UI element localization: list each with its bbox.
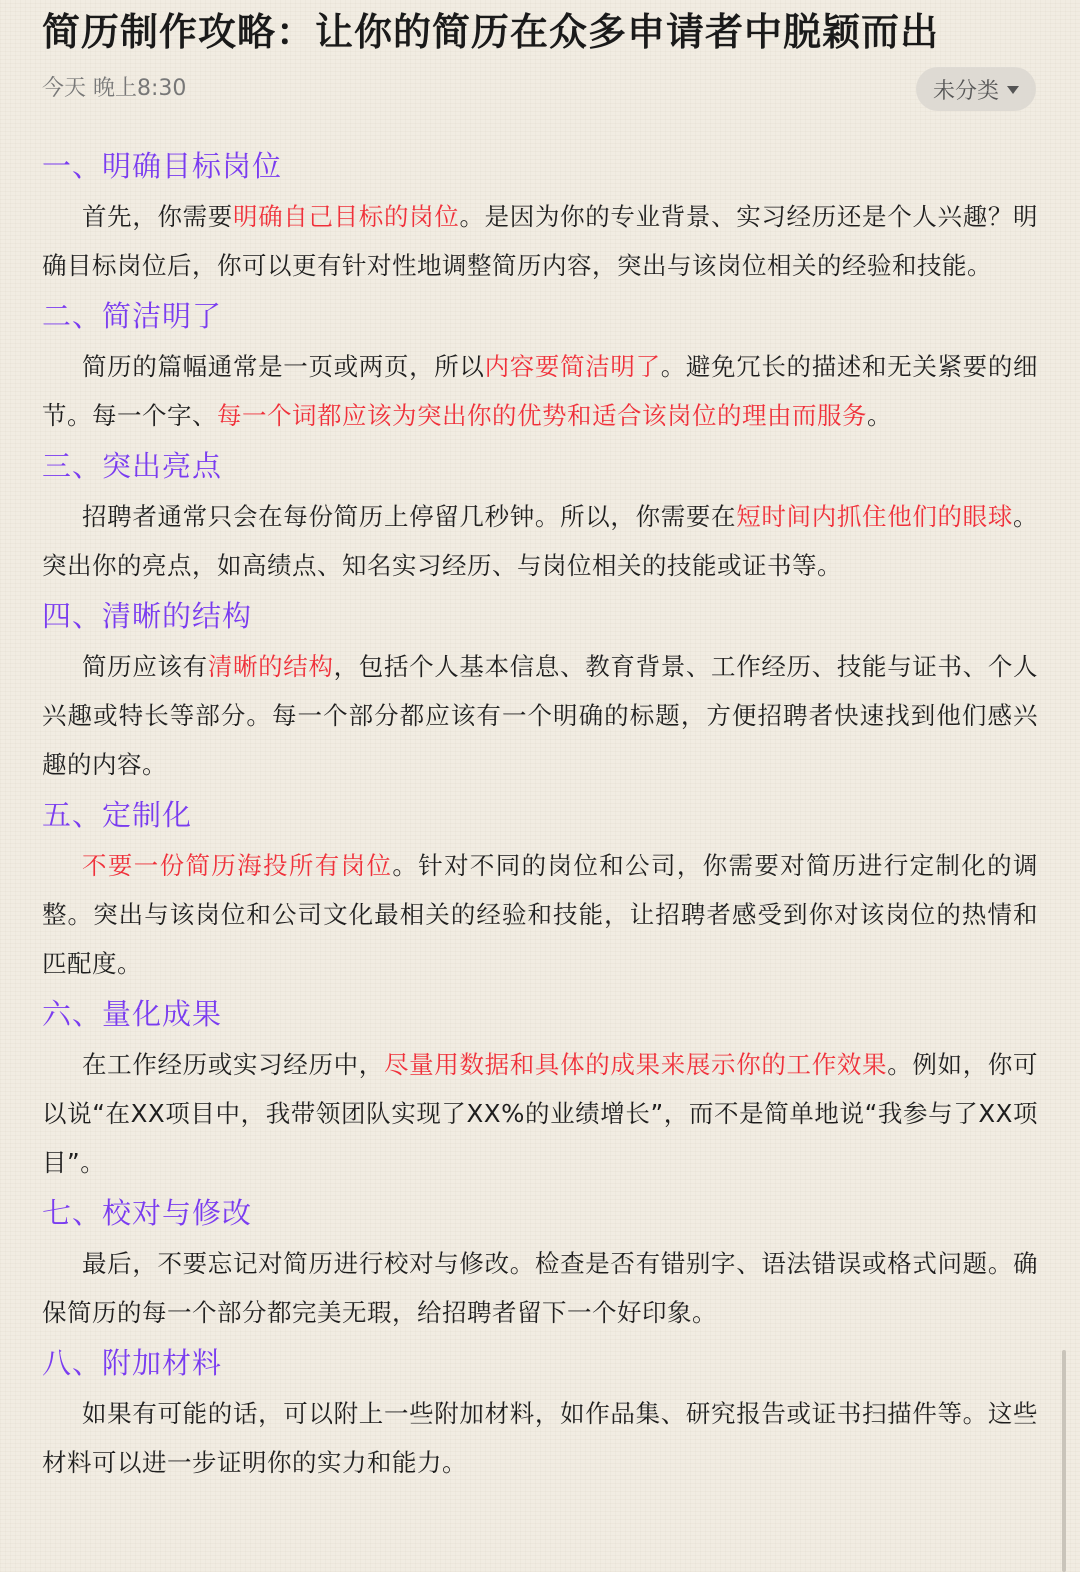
note-body[interactable] — [42, 140, 1038, 1487]
note-title[interactable]: 简历制作攻略：让你的简历在众多申请者中脱颖而出 — [42, 10, 940, 54]
section-paragraph: 在工作经历或实习经历中，尽量用数据和具体的成果来展示你的工作效果。例如，你可以说“在XX项目中，我带领团队实现了XX%的业绩增长”，而不是简单地说“我参与了XX项目”。 — [42, 1050, 1039, 1177]
section-heading: 八、附加材料 — [42, 1346, 223, 1380]
highlight-text: 不要一份简历海投所有岗位 — [82, 851, 393, 880]
section-heading: 一、明确目标岗位 — [42, 149, 283, 183]
section-paragraph: 不要一份简历海投所有岗位。针对不同的岗位和公司，你需要对简历进行定制化的调整。突出与该岗位和公司文化最相关的经验和技能，让招聘者感受到你对该岗位的热情和匹配度。 — [42, 851, 1039, 978]
highlight-text: 明确自己目标的岗位 — [232, 202, 460, 231]
section-paragraph: 简历应该有清晰的结构，包括个人基本信息、教育背景、工作经历、技能与证书、个人兴趣或特长等部分。每一个部分都应该有一个明确的标题，方便招聘者快速找到他们感兴趣的内容。 — [42, 652, 1039, 779]
scrollbar[interactable] — [1062, 1350, 1066, 1572]
section-heading: 四、清晰的结构 — [42, 599, 253, 633]
section-paragraph: 最后，不要忘记对简历进行校对与修改。检查是否有错别字、语法错误或格式问题。确保简历的每一个部分都完美无瑕，给招聘者留下一个好印象。 — [42, 1249, 1038, 1327]
section-paragraph: 简历的篇幅通常是一页或两页，所以内容要简洁明了。避免冗长的描述和无关紧要的细节。每一个字、每一个词都应该为突出你的优势和适合该岗位的理由而服务。 — [42, 352, 1039, 430]
section-heading: 三、突出亮点 — [42, 449, 223, 483]
section-heading: 七、校对与修改 — [42, 1196, 253, 1230]
highlight-text: 短时间内抓住他们的眼球 — [736, 502, 1014, 531]
highlight-text: 清晰的结构 — [207, 652, 334, 681]
category-label: 未分类 — [932, 78, 999, 104]
chevron-down-icon — [1007, 86, 1019, 94]
section-heading: 五、定制化 — [42, 798, 193, 832]
category-dropdown[interactable] — [916, 67, 1036, 111]
highlight-text: 内容要简洁明了 — [484, 352, 661, 381]
highlight-text: 每一个词都应该为突出你的优势和适合该岗位的理由而服务 — [217, 401, 867, 430]
section-paragraph: 如果有可能的话，可以附上一些附加材料，如作品集、研究报告或证书扫描件等。这些材料可以进一步证明你的实力和能力。 — [42, 1399, 1038, 1477]
section-paragraph: 招聘者通常只会在每份简历上停留几秒钟。所以，你需要在短时间内抓住他们的眼球。突出你的亮点，如高绩点、知名实习经历、与岗位相关的技能或证书等。 — [42, 502, 1039, 580]
section-heading: 六、量化成果 — [42, 997, 223, 1031]
note-timestamp: 今天 晚上8:30 — [42, 76, 187, 101]
highlight-text: 尽量用数据和具体的成果来展示你的工作效果 — [383, 1050, 888, 1079]
section-heading: 二、简洁明了 — [42, 299, 223, 333]
section-paragraph: 首先，你需要明确自己目标的岗位。是因为你的专业背景、实习经历还是个人兴趣？明确目标岗位后，你可以更有针对性地调整简历内容，突出与该岗位相关的经验和技能。 — [42, 202, 1039, 280]
